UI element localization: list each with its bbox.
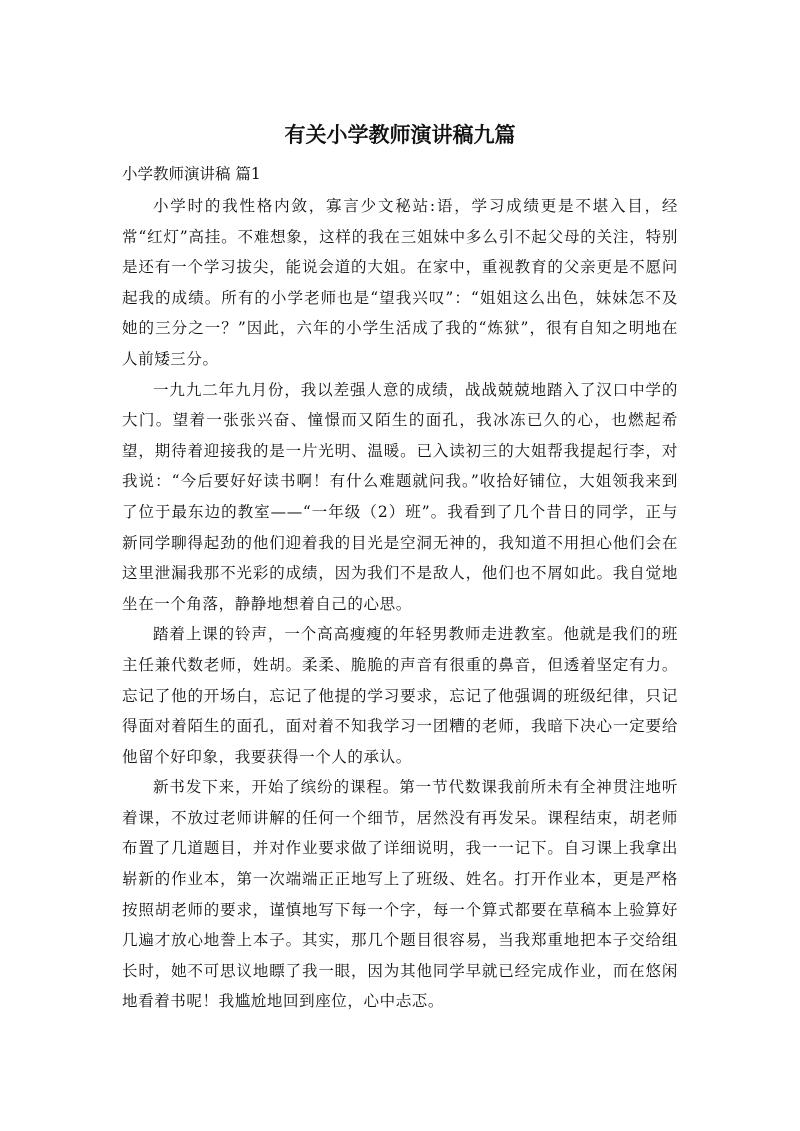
section-heading: 小学教师演讲稿 篇1 <box>122 165 261 183</box>
paragraph-3: 踏着上课的铃声，一个高高瘦瘦的年轻男教师走进教室。他就是我们的班主任兼代数老师，姓胡。柔柔、脆脆的声音有很重的鼻音，但透着坚定有力。忘记了他的开场白，忘记了他提的学习要求，忘记了他强调的班级纪律，只记得面对着陌生的面孔，面对着不知我学习一团糟的老师，我暗下决心一定要给他留个好印象，我要获得一个人的承认。 <box>122 625 678 766</box>
paragraph-4: 新书发下来，开始了缤纷的课程。第一节代数课我前所未有全神贯注地听着课，不放过老师讲解的任何一个细节，居然没有再发呆。课程结束，胡老师布置了几道题目，并对作业要求做了详细说明，我一一记下。自习课上我拿出崭新的作业本，第一次端端正正地写上了班级、姓名。打开作业本，更是严格按照胡老师的要求，谨慎地写下每一个字，每一个算式都要在草稿本上验算好几遍才放心地誊上本子。其实，那几个题目很容易，当我郑重地把本子交给组长时，她不可思议地瞟了我一眼，因为其他同学早就已经完成作业，而在悠闲地看着书呢！我尴尬地回到座位，心中忐忑。 <box>122 778 678 1011</box>
document-title: 有关小学教师演讲稿九篇 <box>284 123 516 147</box>
paragraph-1: 小学时的我性格内敛，寡言少文秘站:语，学习成绩更是不堪入目，经常“红灯”高挂。不难想象，这样的我在三姐妹中多么引不起父母的关注，特别是还有一个学习拔尖，能说会道的大姐。在家中，重视教育的父亲更是不愿问起我的成绩。所有的小学老师也是“望我兴叹”：“姐姐这么出色，妹妹怎不及她的三分之一？”因此，六年的小学生活成了我的“炼狱”，很有自知之明地在人前矮三分。 <box>122 197 678 368</box>
document-body <box>122 191 678 1017</box>
paragraph-2: 一九九二年九月份，我以差强人意的成绩，战战兢兢地踏入了汉口中学的大门。望着一张张兴奋、憧憬而又陌生的面孔，我冰冻已久的心，也燃起希望，期待着迎接我的是一片光明、温暖。已入读初三的大姐帮我提起行李，对我说：“今后要好好读书啊！有什么难题就问我。”收拾好铺位，大姐领我来到了位于最东边的教室——“一年级（2）班”。我看到了几个昔日的同学，正与新同学聊得起劲的他们迎着我的目光是空洞无神的，我知道不用担心他们会在这里泄漏我那不光彩的成绩，因为我们不是敌人，他们也不屑如此。我自觉地坐在一个角落，静静地想着自己的心思。 <box>122 380 678 613</box>
